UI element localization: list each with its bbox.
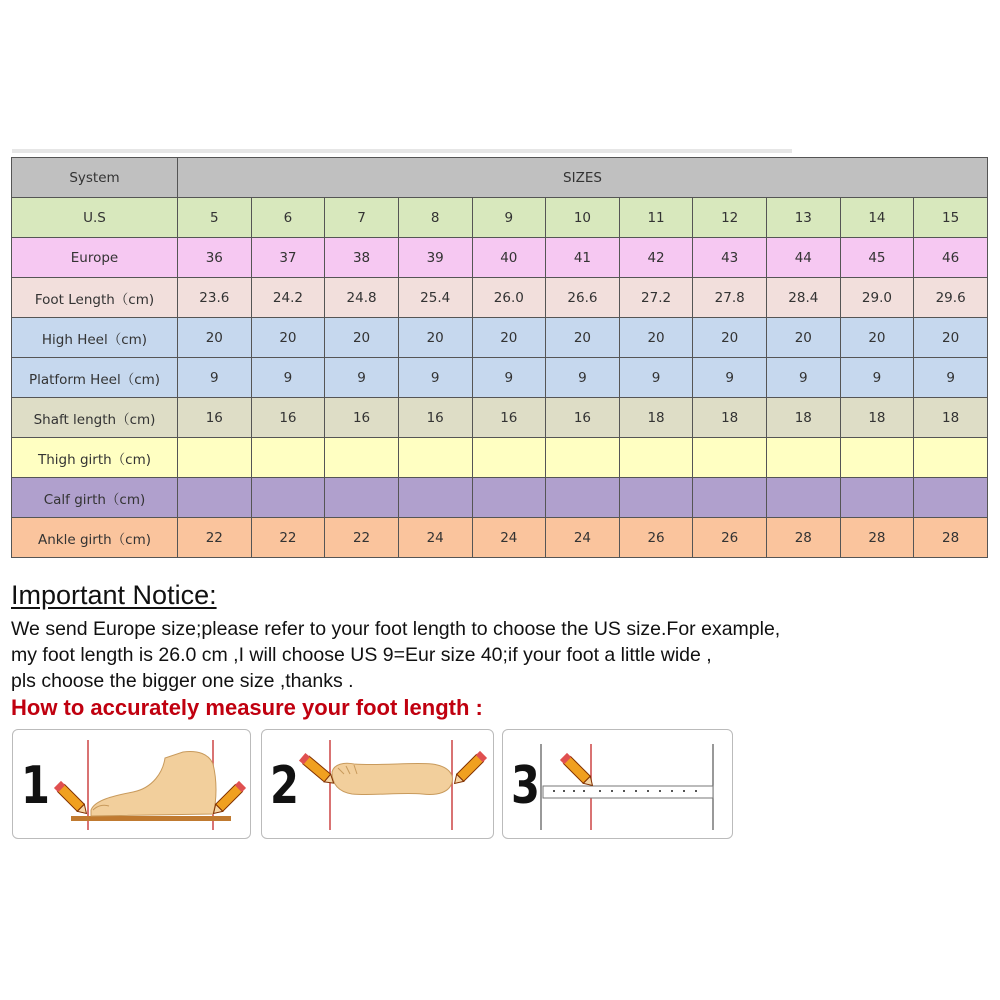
table-cell: 37 (251, 238, 325, 278)
table-cell: 20 (398, 318, 472, 358)
table-cell: 9 (178, 358, 252, 398)
table-cell: 28 (840, 518, 914, 558)
table-cell: 8 (398, 198, 472, 238)
table-cell: 15 (914, 198, 988, 238)
notice-line-3: pls choose the bigger one size ,thanks . (11, 670, 354, 692)
table-cell: 29.6 (914, 278, 988, 318)
table-cell: 10 (546, 198, 620, 238)
table-cell: 9 (251, 358, 325, 398)
table-cell: 18 (619, 398, 693, 438)
table-cell: 41 (546, 238, 620, 278)
table-cell: 16 (325, 398, 399, 438)
table-cell: 20 (546, 318, 620, 358)
table-row (12, 238, 988, 278)
table-cell: 16 (398, 398, 472, 438)
table-cell: 20 (619, 318, 693, 358)
table-cell: 22 (251, 518, 325, 558)
table-cell: 22 (325, 518, 399, 558)
size-table-header-row (12, 158, 988, 198)
table-cell (914, 438, 988, 478)
table-cell: 9 (546, 358, 620, 398)
table-row (12, 518, 988, 558)
table-cell: 36 (178, 238, 252, 278)
table-cell (178, 478, 252, 518)
table-cell: 23.6 (178, 278, 252, 318)
table-cell: 24.2 (251, 278, 325, 318)
table-row (12, 398, 988, 438)
table-row (12, 198, 988, 238)
table-cell: 5 (178, 198, 252, 238)
table-cell: 22 (178, 518, 252, 558)
table-cell: 20 (767, 318, 841, 358)
table-cell: 9 (914, 358, 988, 398)
table-cell: 14 (840, 198, 914, 238)
table-cell: 9 (325, 358, 399, 398)
table-cell: 38 (325, 238, 399, 278)
sizes-header: SIZES (178, 158, 988, 198)
system-header: System (12, 158, 178, 198)
table-cell (472, 478, 546, 518)
measure-step-1 (12, 729, 251, 839)
table-cell (693, 438, 767, 478)
table-cell: 9 (840, 358, 914, 398)
table-cell: 6 (251, 198, 325, 238)
table-cell (767, 438, 841, 478)
table-cell: 39 (398, 238, 472, 278)
table-cell (398, 478, 472, 518)
table-row (12, 278, 988, 318)
measure-step-3 (502, 729, 733, 839)
table-cell: 16 (178, 398, 252, 438)
table-cell: 20 (693, 318, 767, 358)
table-cell: 44 (767, 238, 841, 278)
table-cell: 42 (619, 238, 693, 278)
table-cell: 27.2 (619, 278, 693, 318)
table-cell: 9 (472, 198, 546, 238)
row-label: Ankle girth（cm) (12, 518, 178, 558)
notice-line-2: my foot length is 26.0 cm ,I will choose US 9=Eur size 40;if your foot a little wide , (11, 644, 712, 666)
table-cell (546, 438, 620, 478)
table-cell: 45 (840, 238, 914, 278)
table-cell (398, 438, 472, 478)
table-cell: 20 (178, 318, 252, 358)
step-2-number: 2 (270, 756, 299, 816)
measure-instructions-title: How to accurately measure your foot length : (11, 695, 483, 720)
table-cell: 16 (546, 398, 620, 438)
table-cell (178, 438, 252, 478)
table-cell (840, 478, 914, 518)
table-cell: 7 (325, 198, 399, 238)
table-cell: 9 (767, 358, 841, 398)
table-cell: 9 (693, 358, 767, 398)
table-cell: 29.0 (840, 278, 914, 318)
table-cell: 24 (398, 518, 472, 558)
table-cell: 18 (914, 398, 988, 438)
size-chart-table (11, 157, 988, 558)
notice-line-1: We send Europe size;please refer to your foot length to choose the US size.For example, (11, 618, 781, 640)
table-cell: 18 (693, 398, 767, 438)
row-label: Foot Length（cm) (12, 278, 178, 318)
table-cell: 24 (546, 518, 620, 558)
table-cell: 16 (472, 398, 546, 438)
table-cell: 25.4 (398, 278, 472, 318)
table-row (12, 438, 988, 478)
table-cell: 26 (693, 518, 767, 558)
table-cell: 24 (472, 518, 546, 558)
table-cell (914, 478, 988, 518)
step-1-number: 1 (21, 756, 50, 816)
table-cell: 40 (472, 238, 546, 278)
row-label: U.S (12, 198, 178, 238)
table-cell: 24.8 (325, 278, 399, 318)
table-cell: 28 (767, 518, 841, 558)
table-cell (619, 438, 693, 478)
table-row (12, 318, 988, 358)
table-cell: 20 (325, 318, 399, 358)
table-cell: 9 (398, 358, 472, 398)
top-divider (12, 149, 792, 153)
table-cell (325, 438, 399, 478)
table-cell: 20 (472, 318, 546, 358)
table-cell: 28.4 (767, 278, 841, 318)
table-cell (325, 478, 399, 518)
table-cell: 9 (472, 358, 546, 398)
row-label: Calf girth（cm) (12, 478, 178, 518)
table-cell (619, 478, 693, 518)
table-cell: 13 (767, 198, 841, 238)
table-cell (840, 438, 914, 478)
table-cell: 18 (767, 398, 841, 438)
measure-step-2 (261, 729, 494, 839)
table-cell (251, 438, 325, 478)
table-cell (546, 478, 620, 518)
table-cell: 26 (619, 518, 693, 558)
table-cell: 12 (693, 198, 767, 238)
table-cell: 27.8 (693, 278, 767, 318)
row-label: Thigh girth（cm) (12, 438, 178, 478)
table-cell: 46 (914, 238, 988, 278)
table-cell: 43 (693, 238, 767, 278)
table-cell: 20 (914, 318, 988, 358)
table-cell: 20 (840, 318, 914, 358)
table-cell: 20 (251, 318, 325, 358)
table-cell (693, 478, 767, 518)
table-row (12, 478, 988, 518)
table-cell: 9 (619, 358, 693, 398)
table-row (12, 358, 988, 398)
row-label: Platform Heel（cm) (12, 358, 178, 398)
important-notice-title: Important Notice: (11, 580, 217, 610)
row-label: Europe (12, 238, 178, 278)
table-cell: 26.0 (472, 278, 546, 318)
table-cell: 16 (251, 398, 325, 438)
table-cell (472, 438, 546, 478)
table-cell: 28 (914, 518, 988, 558)
row-label: Shaft length（cm) (12, 398, 178, 438)
row-label: High Heel（cm) (12, 318, 178, 358)
table-cell: 11 (619, 198, 693, 238)
table-cell (767, 478, 841, 518)
table-cell: 26.6 (546, 278, 620, 318)
step-3-number: 3 (511, 756, 540, 816)
table-cell: 18 (840, 398, 914, 438)
table-cell (251, 478, 325, 518)
